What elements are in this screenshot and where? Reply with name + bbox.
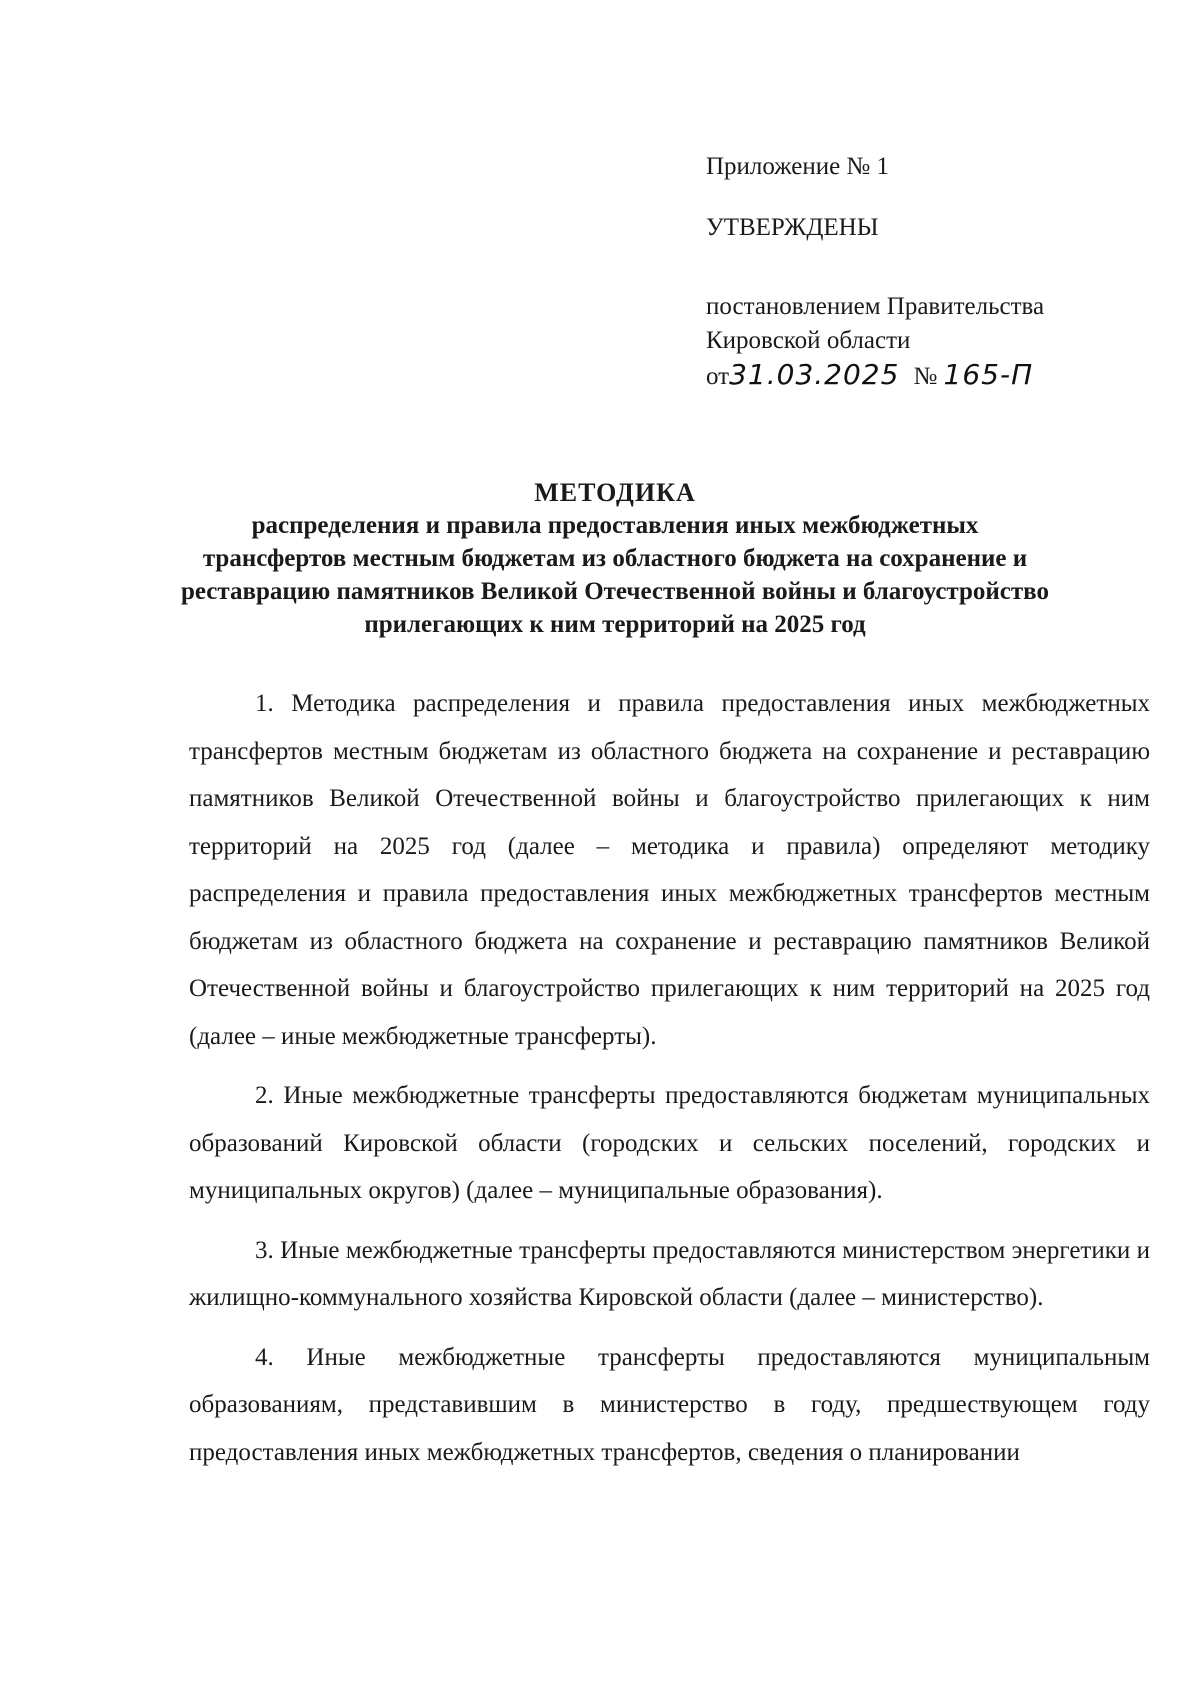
handwritten-date: 31.03.2025 xyxy=(729,358,900,391)
title-subtitle: распределения и правила предоставления иных межбюджетных трансфертов местным бюджетам из областного бюджета на сохранение и реставрацию памятников Великой Отечественной войны и благоустройство прилегающих к ним территорий на 2025 год xyxy=(180,512,1050,638)
title-heading: МЕТОДИКА xyxy=(534,478,696,507)
date-prefix: от xyxy=(706,363,730,390)
approved-label: УТВЕРЖДЕНЫ xyxy=(706,214,879,241)
paragraph-3: 3. Иные межбюджетные трансферты предоставляются министерством энергетики и жилищно-коммунального хозяйства Кировской области (далее – министерство). xyxy=(189,1236,1150,1311)
paragraph-2: 2. Иные межбюджетные трансферты предоставляются бюджетам муниципальных образований Кировской области (городских и сельских поселений, городских и муниципальных округов) (далее – муниципальные образования). xyxy=(189,1082,1150,1204)
number-prefix: № xyxy=(913,363,938,390)
decree-date-line xyxy=(706,358,1146,394)
handwritten-number: 165-П xyxy=(943,358,1034,391)
document-title xyxy=(180,476,1050,641)
paragraph-1: 1. Методика распределения и правила предоставления иных межбюджетных трансфертов местным бюджетам из областного бюджета на сохранение и реставрацию памятников Великой Отечественной войны и благоустройство прилегающих к ним территорий на 2025 год (далее – методика и правила) определяют методику распределения и правила предоставления иных межбюджетных трансфертов местным бюджетам из областного бюджета на сохранение и реставрацию памятников Великой Отечественной войны и благоустройство прилегающих к ним территорий на 2025 год (далее – иные межбюджетные трансферты). xyxy=(189,690,1150,1050)
decree-line-1: постановлением Правительства xyxy=(706,293,1045,320)
paragraph-4: 4. Иные межбюджетные трансферты предоставляются муниципальным образованиям, представившим в министерство в году, предшествующем году предоставления иных межбюджетных трансфертов, сведения о планировании xyxy=(189,1343,1150,1466)
appendix-label: Приложение № 1 xyxy=(706,153,890,180)
document-body xyxy=(189,680,1150,1488)
decree-line-2: Кировской области xyxy=(706,327,911,354)
approval-stamp-block xyxy=(706,150,1146,394)
